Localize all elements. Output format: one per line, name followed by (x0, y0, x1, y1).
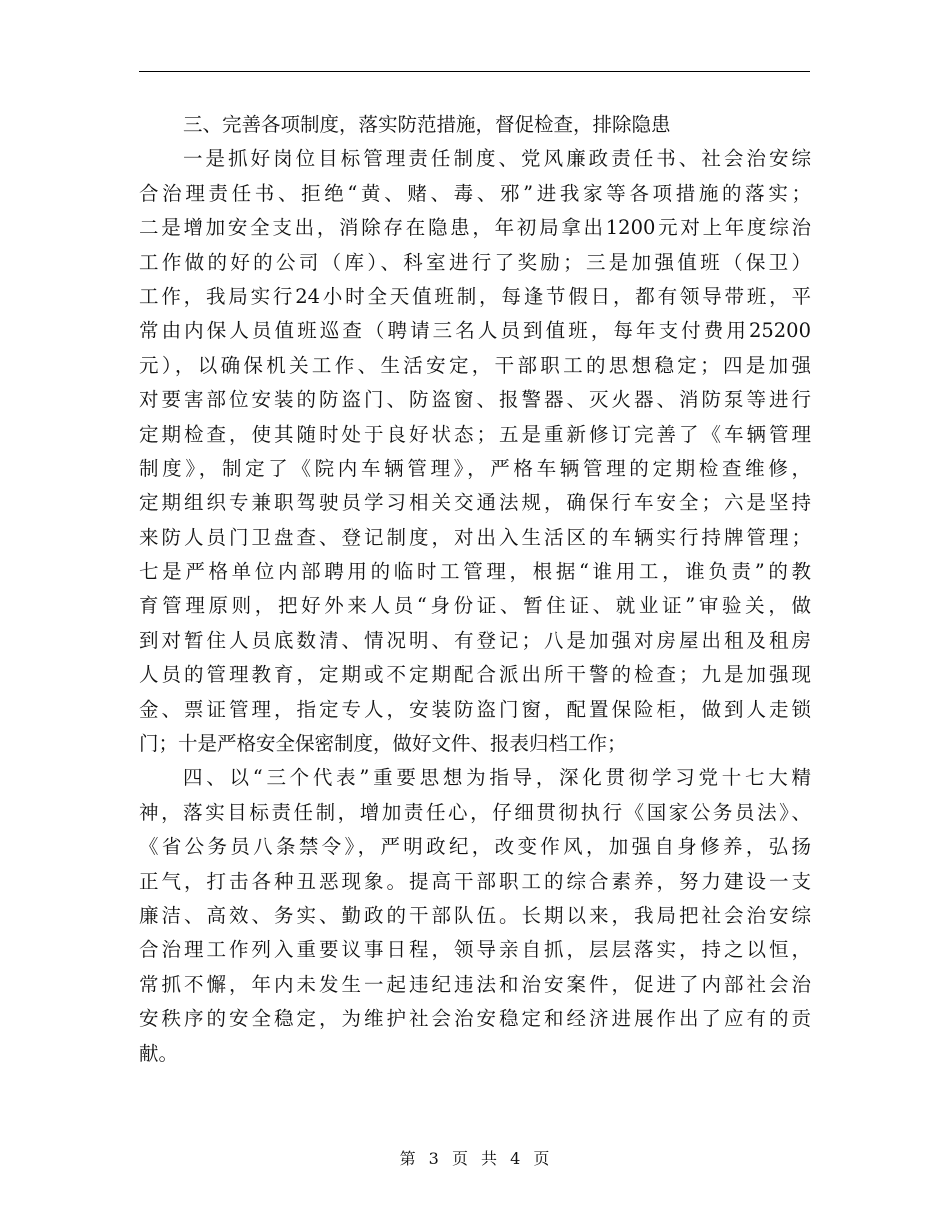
text-line: 金、票证管理，指定专人，安装防盗门窗，配置保险柜，做到人走锁 (139, 697, 811, 721)
text-line: 制度》，制定了《院内车辆管理》，严格车辆管理的定期检查维修， (139, 456, 811, 480)
document-body (139, 108, 811, 1071)
text-line: 对要害部位安装的防盗门、防盗窗、报警器、灭火器、消防泵等进行 (139, 388, 811, 412)
text-line: 三、完善各项制度，落实防范措施，督促检查，排除隐患 (183, 113, 671, 136)
text-line: 献。 (139, 1041, 179, 1065)
text-line: 门；十是严格安全保密制度，做好文件、报表归档工作； (139, 732, 627, 756)
text-line: 合治理工作列入重要议事日程，领导亲自抓，层层落实，持之以恒， (139, 938, 811, 962)
text-line: 元），以确保机关工作、生活安定，干部职工的思想稳定；四是加强 (139, 353, 811, 377)
text-line: 正气，打击各种丑恶现象。提高干部职工的综合素养，努力建设一支 (139, 869, 811, 893)
text-line: 神，落实目标责任制，增加责任心，仔细贯彻执行《国家公务员法》、 (139, 800, 811, 824)
text-line: 合治理责任书、拒绝“黄、赌、毒、邪”进我家等各项措施的落实； (139, 181, 811, 205)
text-line: 工作，我局实行24小时全天值班制，每逢节假日，都有领导带班，平 (139, 284, 811, 308)
text-line: 常抓不懈，年内未发生一起违纪违法和治安案件，促进了内部社会治 (139, 972, 811, 996)
text-line: 一是抓好岗位目标管理责任制度、党风廉政责任书、社会治安综 (183, 147, 811, 171)
text-line: 定期检查，使其随时处于良好状态；五是重新修订完善了《车辆管理 (139, 422, 811, 446)
text-line: 育管理原则，把好外来人员“身份证、暂住证、就业证”审验关，做 (139, 594, 811, 618)
text-line: 到对暂住人员底数清、情况明、有登记；八是加强对房屋出租及租房 (139, 628, 811, 652)
text-line: 《省公务员八条禁令》，严明政纪，改变作风，加强自身修养，弘扬 (139, 835, 811, 859)
text-line: 定期组织专兼职驾驶员学习相关交通法规，确保行车安全；六是坚持 (139, 491, 811, 515)
text-line: 廉洁、高效、务实、勤政的干部队伍。长期以来，我局把社会治安综 (139, 903, 811, 927)
text-line: 来防人员门卫盘查、登记制度，对出入生活区的车辆实行持牌管理； (139, 525, 811, 549)
text-line: 四、以“三个代表”重要思想为指导，深化贯彻学习党十七大精 (183, 766, 811, 790)
text-line: 安秩序的安全稳定，为维护社会治安稳定和经济进展作出了应有的贡 (139, 1007, 811, 1031)
text-line: 人员的管理教育，定期或不定期配合派出所干警的检查；九是加强现 (139, 663, 811, 687)
text-line: 二是增加安全支出，消除存在隐患，年初局拿出1200元对上年度综治 (139, 216, 811, 240)
text-line: 工作做的好的公司（库）、科室进行了奖励；三是加强值班（保卫） (139, 250, 811, 274)
text-line: 常由内保人员值班巡查（聘请三名人员到值班，每年支付费用25200 (139, 319, 811, 343)
page-number-footer: 第 3 页 共 4 页 (399, 1149, 551, 1168)
header-rule (139, 71, 810, 72)
text-line: 七是严格单位内部聘用的临时工管理，根据“谁用工，谁负责”的教 (139, 560, 811, 584)
